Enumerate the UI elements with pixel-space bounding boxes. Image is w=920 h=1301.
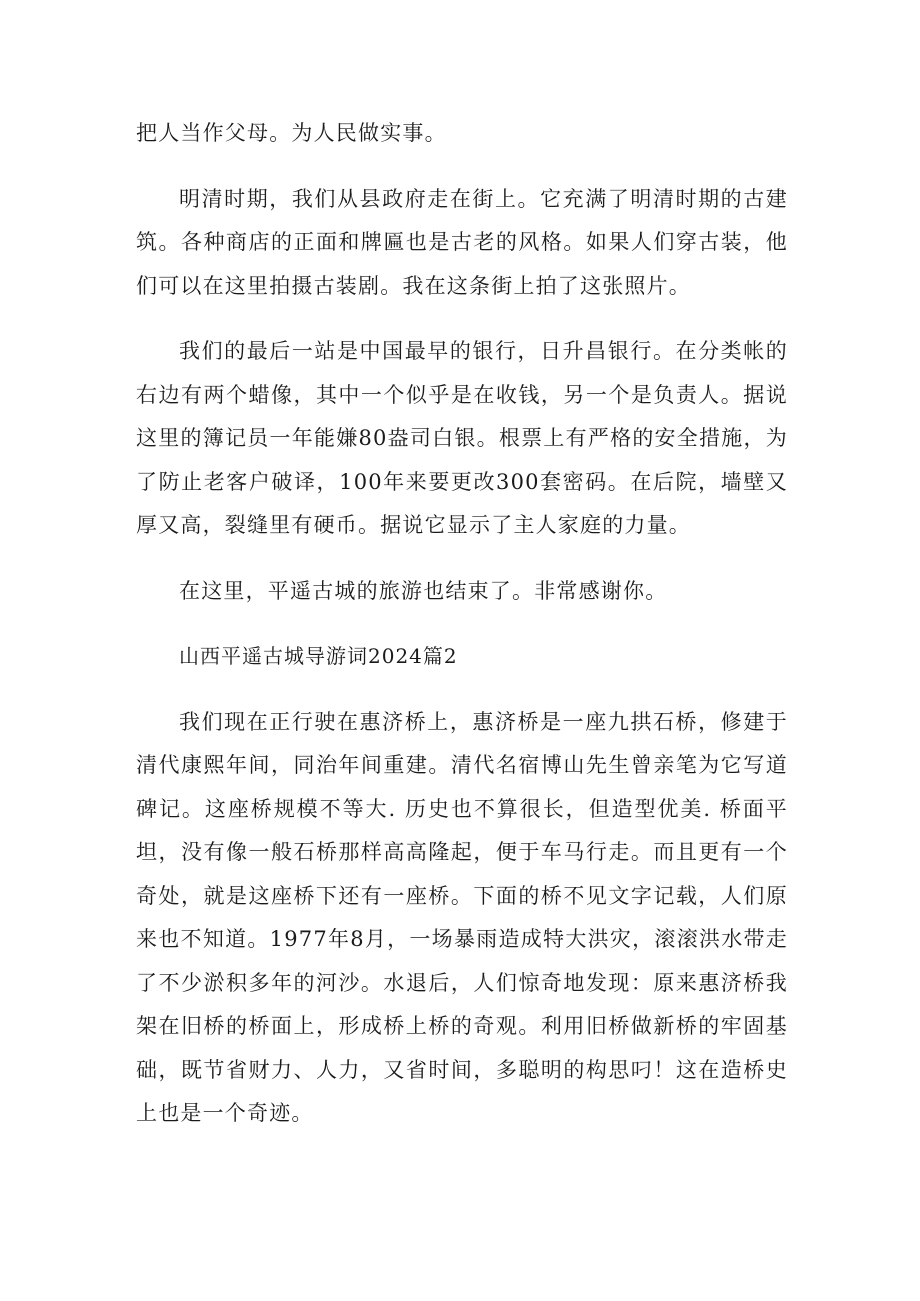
paragraph-1: 把人当作父母。为人民做实事。 (136, 121, 447, 145)
document-body (136, 112, 788, 1136)
paragraph-gap (136, 679, 788, 701)
paragraph-gap (136, 156, 788, 178)
paragraph-gap (136, 308, 788, 330)
paragraph-3: 我们的最后一站是中国最早的银行，日升昌银行。在分类帐的右边有两个蜡像，其中一个似乎是在收钱，另一个是负责人。据说这里的簿记员一年能嫌80盎司白银。根票上有严格的安全措施，为了防止老客户破译，100年来要更改300套密码。在后院，墙壁又厚又高，裂缝里有硬币。据说它显示了主人家庭的力量。 (136, 339, 788, 537)
section-heading: 山西平遥古城导游词2024篇2 (179, 644, 458, 668)
paragraph-gap (136, 613, 788, 635)
paragraph-4: 在这里，平遥古城的旅游也结束了。非常感谢你。 (179, 578, 668, 603)
section-paragraph: 我们现在正行驶在惠济桥上，惠济桥是一座九拱石桥，修建于清代康熙年间，同治年间重建。清代名宿博山先生曾亲笔为它写道碑记。这座桥规模不等大. 历史也不算很长，但造型优美. 桥面平坦，没有像一般石桥那样高高隆起，便于车马行走。而且更有一个奇处，就是这座桥下还有一座桥。下面的桥不见文字记载，人们原来也不知道。1977年8月，一场暴雨造成特大洪灾，滚滚洪水带走了不少淤积多年的河沙。水退后，人们惊奇地发现：原来惠济桥我架在旧桥的桥面上，形成桥上桥的奇观。利用旧桥做新桥的牢固基础，既节省财力、人力，又省时间，多聪明的构思叼！这在造桥史上也是一个奇迹。 (136, 709, 788, 1125)
paragraph-gap (136, 548, 788, 570)
paragraph-2: 明清时期，我们从县政府走在街上。它充满了明清时期的古建筑。各种商店的正面和牌匾也是古老的风格。如果人们穿古装，他们可以在这里拍摄古装剧。我在这条街上拍了这张照片。 (136, 186, 788, 298)
